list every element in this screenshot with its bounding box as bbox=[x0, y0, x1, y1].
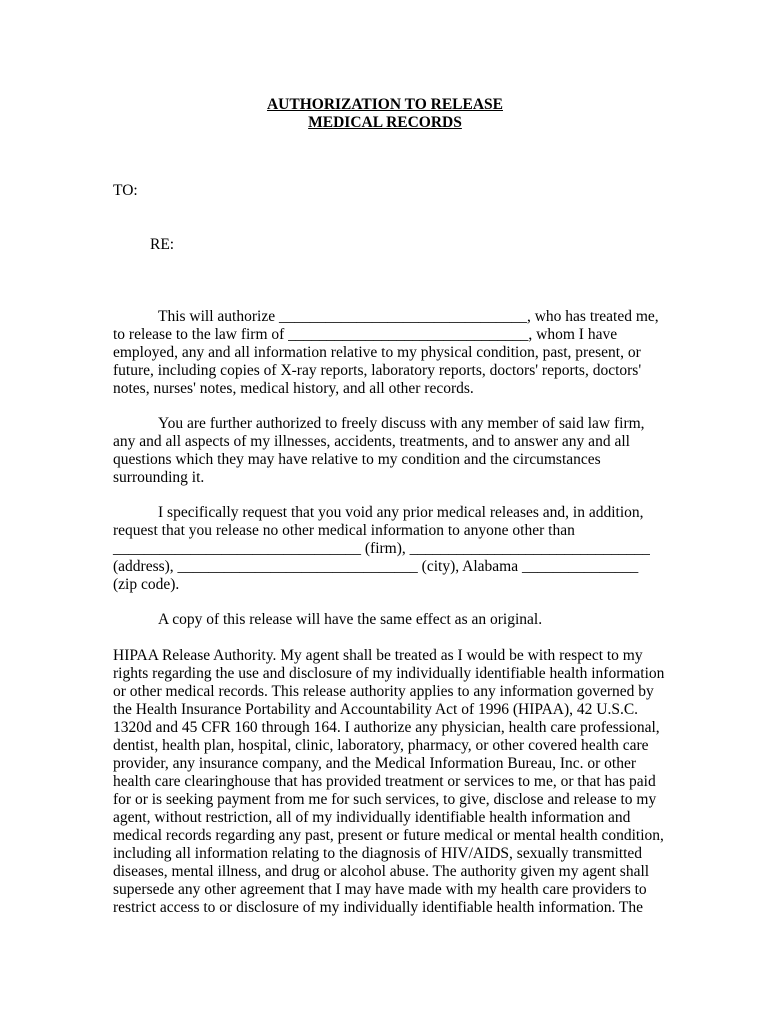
paragraph-4-line: A copy of this release will have the same effect as an original. bbox=[158, 611, 543, 628]
hipaa-line: including all information relating to the diagnosis of HIV/AIDS, sexually transmitted bbox=[113, 845, 643, 862]
hipaa-line: agent, without restriction, all of my individually identifiable health information and bbox=[113, 809, 631, 826]
paragraph-1-line: This will authorize ________________________________, who has treated me, bbox=[158, 308, 659, 325]
paragraph-3-line: I specifically request that you void any prior medical releases and, in addition, bbox=[158, 504, 644, 521]
hipaa-line: rights regarding the use and disclosure of my individually identifiable health information bbox=[113, 665, 665, 682]
paragraph-2-line: questions which they may have relative to my condition and the circumstances bbox=[113, 451, 601, 468]
paragraph-3-line: request that you release no other medical information to anyone other than bbox=[113, 522, 575, 539]
hipaa-line: restrict access to or disclosure of my individually identifiable health information. The bbox=[113, 899, 644, 916]
hipaa-line: supersede any other agreement that I may have made with my health care providers to bbox=[113, 881, 647, 898]
hipaa-line: HIPAA Release Authority. My agent shall be treated as I would be with respect to my bbox=[113, 647, 643, 664]
paragraph-3-line: (zip code). bbox=[113, 576, 180, 593]
hipaa-line: for or is seeking payment from me for such services, to give, disclose and release to my bbox=[113, 791, 657, 808]
hipaa-line: health care clearinghouse that has provided treatment or services to me, or that has paid bbox=[113, 773, 656, 790]
paragraph-2-line: You are further authorized to freely discuss with any member of said law firm, bbox=[158, 415, 645, 432]
paragraph-2-line: any and all aspects of my illnesses, accidents, treatments, and to answer any and all bbox=[113, 433, 630, 450]
paragraph-3-line: ________________________________ (firm), _______________________________ bbox=[113, 540, 650, 557]
paragraph-3-line: (address), _______________________________ (city), Alabama _______________ bbox=[113, 558, 639, 575]
hipaa-line: dentist, health plan, hospital, clinic, laboratory, pharmacy, or other covered health care bbox=[113, 737, 649, 754]
hipaa-line: 1320d and 45 CFR 160 through 164. I authorize any physician, health care professional, bbox=[113, 719, 660, 736]
hipaa-line: or other medical records. This release authority applies to any information governed by bbox=[113, 683, 654, 700]
document-title-line-2: MEDICAL RECORDS bbox=[308, 114, 462, 131]
paragraph-2-line: surrounding it. bbox=[113, 469, 205, 486]
hipaa-line: the Health Insurance Portability and Accountability Act of 1996 (HIPAA), 42 U.S.C. bbox=[113, 701, 639, 718]
to-label: TO: bbox=[113, 182, 138, 199]
document-title-line-1: AUTHORIZATION TO RELEASE bbox=[266, 96, 503, 113]
paragraph-1-line: future, including copies of X-ray reports, laboratory reports, doctors' reports, doctors' bbox=[113, 362, 642, 379]
paragraph-1-line: to release to the law firm of _______________________________, whom I have bbox=[113, 326, 618, 343]
re-label: RE: bbox=[150, 236, 175, 253]
paragraph-1-line: employed, any and all information relative to my physical condition, past, present, or bbox=[113, 344, 641, 361]
hipaa-line: diseases, mental illness, and drug or alcohol abuse. The authority given my agent shall bbox=[113, 863, 650, 880]
hipaa-line: medical records regarding any past, present or future medical or mental health condition, bbox=[113, 827, 664, 844]
paragraph-1-line: notes, nurses' notes, medical history, and all other records. bbox=[113, 380, 474, 397]
hipaa-line: provider, any insurance company, and the Medical Information Bureau, Inc. or other bbox=[113, 755, 637, 772]
